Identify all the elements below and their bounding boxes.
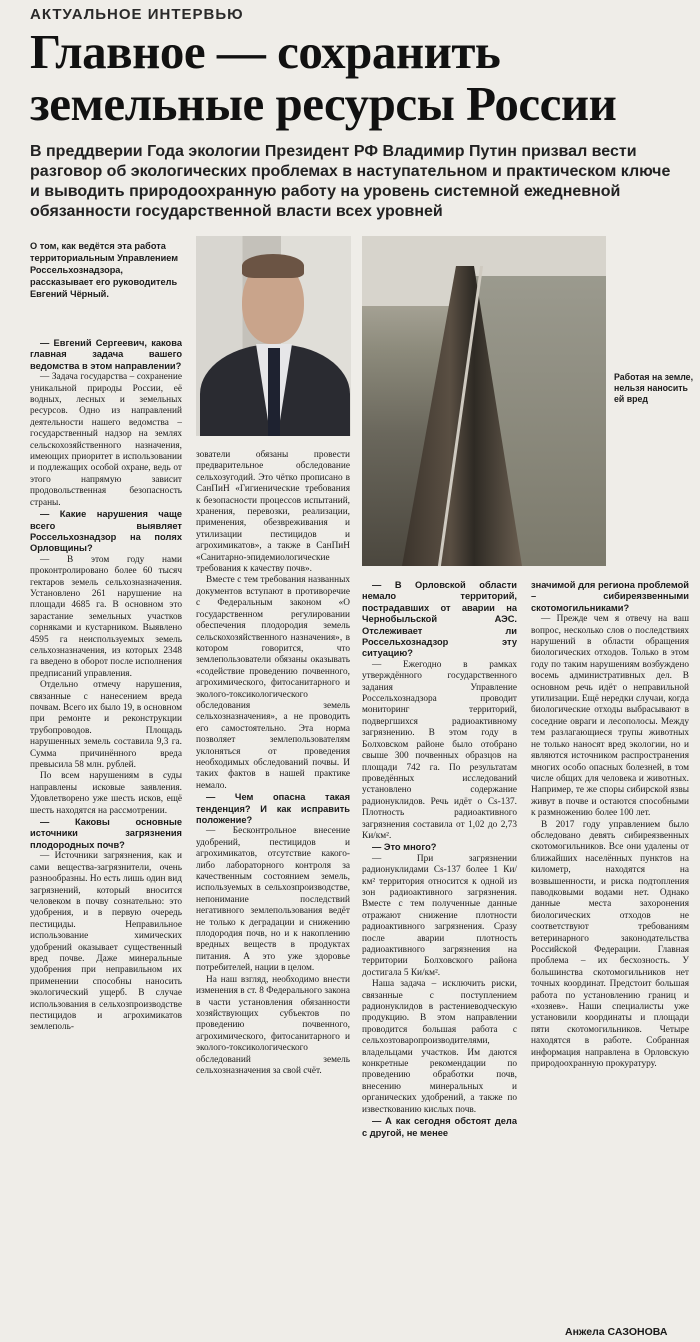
headline-line-2: земельные ресурсы России bbox=[30, 76, 617, 131]
column-2 bbox=[196, 450, 350, 1326]
interview-question: — Это много? bbox=[372, 842, 437, 853]
column-4 bbox=[531, 580, 689, 1320]
interview-question: значимой для региона проблемой – сибиреязвенными скотомогильниками? bbox=[531, 580, 689, 613]
interview-question: — В Орловской области немало территорий, пострадавших от аварии на Чернобыльской АЭС. Отслеживает ли Россельхознадзор эту ситуацию? bbox=[362, 580, 517, 659]
article-paragraph: — Источники загрязнения, как и сами вещества-загрязнители, очень разнообразны. Но есть лишь один вид загрязнений, который вносится человеком в почву сознательно: это удобрения, и в первую очередь пестициды. Неправильное использование химических удобрений оказывает существенный вред почве. Даже минеральные удобрения при неправильном их применении способны наносить экологический ущерб. В случае использования в сельхозпроизводстве пестицидов и агрохимикатов землеполь- bbox=[30, 851, 182, 1033]
interview-question: — А как сегодня обстоят дела с другой, не менее bbox=[362, 1116, 517, 1138]
author-signature: Анжела САЗОНОВА bbox=[565, 1326, 668, 1338]
interview-question: — Евгений Сергеевич, какова главная задача вашего ведомства в этом направлении? bbox=[30, 338, 182, 371]
article-paragraph: — При загрязнении радионуклидами Cs-137 более 1 Ки/км² территория относится к одной из зон радиоактивного загрязнения. Вместе с тем полученные данные отражают снижение плотности радиоактивного загрязнения. Сразу после аварии плотность радиоактивного загрязнения на территории Болховского района достигала 5 Ки/км². bbox=[362, 853, 517, 978]
article-paragraph: Отдельно отмечу нарушения, связанные с нанесением вреда почвам. Всего их было 19, в основном при ремонте и реконструкции трубопроводов. Площадь нарушенных земель составила 9,3 га. Сумма причинённого вреда превысила 58 млн. рублей. bbox=[30, 680, 182, 771]
rubric: АКТУАЛЬНОЕ ИНТЕРВЬЮ bbox=[30, 6, 244, 23]
article-paragraph: — Прежде чем я отвечу на ваш вопрос, несколько слов о последствиях нарушений в области обращения биологических отходов. Только в этом году по таким нарушениям возбуждено восемь административных дел. В основном речь идёт о неправильной утилизации. Ещё нередки случаи, когда биологические отходы выбрасывают в соседние овраги и лесополосы. Между тем разлагающиеся трупы животных не только наносят вред экологии, но и являются источником распространения многих особо опасных болезней, в том числе общих для человека и животных. Например, те же споры сибирской язвы живут в почве и остаются способными к размножению более 100 лет. bbox=[531, 614, 689, 819]
headline bbox=[30, 26, 690, 130]
article-paragraph: По всем нарушениям в суды направлены исковые заявления. Удовлетворено уже шесть исков, ещё шесть находятся на рассмотрении. bbox=[30, 771, 182, 816]
interview-question: — Каковы основные источники загрязнения плодородных почв? bbox=[30, 817, 182, 850]
article-paragraph: На наш взгляд, необходимо внести изменения в ст. 8 Федерального закона в части установления обязанности хозяйствующих субъектов по проведению почвенного, агрохимического, фитосанитарного и эколого-токсикологического обследований земель сельхозназначения за свой счёт. bbox=[196, 974, 350, 1076]
photo-caption: Работая на земле, нельзя наносить ей вред bbox=[614, 372, 694, 404]
article-paragraph: — В этом году нами проконтролировано более 60 тысяч гектаров земель сельхозназначения. Установлено 261 нарушение на площади 4685 га. В основном это зарастание земельных участков сорняками и кустарником. Выявлено 4595 га неиспользуемых земель сельхозназначения, из которых 2348 га введено в оборот после исполнения предписаний управления. bbox=[30, 554, 182, 679]
headline-line-1: Главное — сохранить bbox=[30, 24, 501, 79]
article-paragraph: — Задача государства – сохранение уникальной природы России, её водных, лесных и земельных ресурсов. Одно из направлений деятельности нашего ведомства – государственный надзор на землях сельскохозяйственного назначения, имеющих приоритет в использовании и подлежащих особой охране, ведь от этого напрямую зависит продовольственная безопасность страны. bbox=[30, 372, 182, 508]
portrait-photo bbox=[196, 236, 351, 436]
intro-text: О том, как ведётся эта работа территориальным Управлением Россельхознадзора, рассказывает его руководитель Евгений Чёрный. bbox=[30, 241, 179, 299]
article-paragraph: В 2017 году управлением было обследовано девять сибиреязвенных скотомогильников. Все они удалены от ближайших населённых пунктов на километр, находятся на возвышенности, и риска подтопления паводковыми водами нет. Однако данные места захоронения биологических отходов не соответствуют требованиям ветеринарного законодательства Российской Федерации. Главная проблема – их бесхозность. У большинства скотомогильников нет точных координат. Предстоит большая работа по установлению границ и «хозяев». Наши специалисты уже установили координаты и площади пяти скотомогильников. Четыре находятся в работе. Собранная информация направлена в Орловскую природоохранную прокуратуру. bbox=[531, 819, 689, 1070]
trench-photo bbox=[362, 236, 606, 566]
article-paragraph: зователи обязаны провести предварительное обследование сельхозугодий. Это чётко прописано в СанПиН «Гигиенические требования к безопасности процессов испытаний, хранения, перевозки, реализации, применения, обезвреживания и утилизации пестицидов и агрохимикатов», а также в СанПиН «Санитарно-эпидемиологические требования к качеству почв». bbox=[196, 450, 350, 575]
interview-question: — Какие нарушения чаще всего выявляет Россельхознадзор на полях Орловщины? bbox=[30, 509, 182, 554]
column-3 bbox=[362, 580, 517, 1326]
article-paragraph: — Ежегодно в рамках утверждённого государственного задания Управление Россельхознадзора проводит мониторинг территорий, подвергшихся радиоактивному загрязнению. В этом году в Болховском районе было отобрано свыше 300 почвенных образцов на площади 742 га. По результатам проведённых исследований установлено содержание радионуклидов. Речь идёт о Cs-137. Плотность радиоактивного загрязнения составила от 1,02 до 2,73 Ки/км². bbox=[362, 659, 517, 841]
interview-question: — Чем опасна такая тенденция? И как исправить положение? bbox=[196, 792, 350, 825]
lead-paragraph: В преддверии Года экологии Президент РФ Владимир Путин призвал вести разговор об экологических проблемах в наступательном и практическом ключе и выводить природоохранную работу на уровень системной ежедневной обязанности государственной власти всех уровней bbox=[30, 143, 671, 220]
column-1 bbox=[30, 338, 182, 1326]
article-paragraph: Вместе с тем требования названных документов вступают в противоречие с Федеральным законом «О государственном регулировании обеспечения плодородия земель сельскохозяйственного назначения», в котором говорится, что землепользователи обязаны оказывать «содействие проведению почвенного, агрохимического, фитосанитарного и эколого-токсикологического обследования земель сельхозназначения», а не проводить его самостоятельно. Эта норма позволяет землепользователям уклоняться от проведения необходимых обследований почвы. И таких фактов в нашей практике немало. bbox=[196, 575, 350, 791]
article-paragraph: — Бесконтрольное внесение удобрений, пестицидов и агрохимикатов, отсутствие какого-либо лабораторного контроля за качественным состоянием земель, используемых в сельхозпроизводстве, непонимание последствий негативного землепользования ведёт не только к деградации и снижению плодородия почв, но и к накоплению вредных веществ в продуктах питания. А это уже здоровье потребителей, нации в целом. bbox=[196, 826, 350, 974]
article-paragraph: Наша задача – исключить риски, связанные с поступлением радионуклидов в растениеводческую продукцию. В этом направлении проводится большая работа с сельхозтоваропроизводителями, владельцами участков. Им даются конкретные рекомендации по проведению обработки почв, внесению минеральных и органических удобрений, а также по известкованию кислых почв. bbox=[362, 979, 517, 1115]
